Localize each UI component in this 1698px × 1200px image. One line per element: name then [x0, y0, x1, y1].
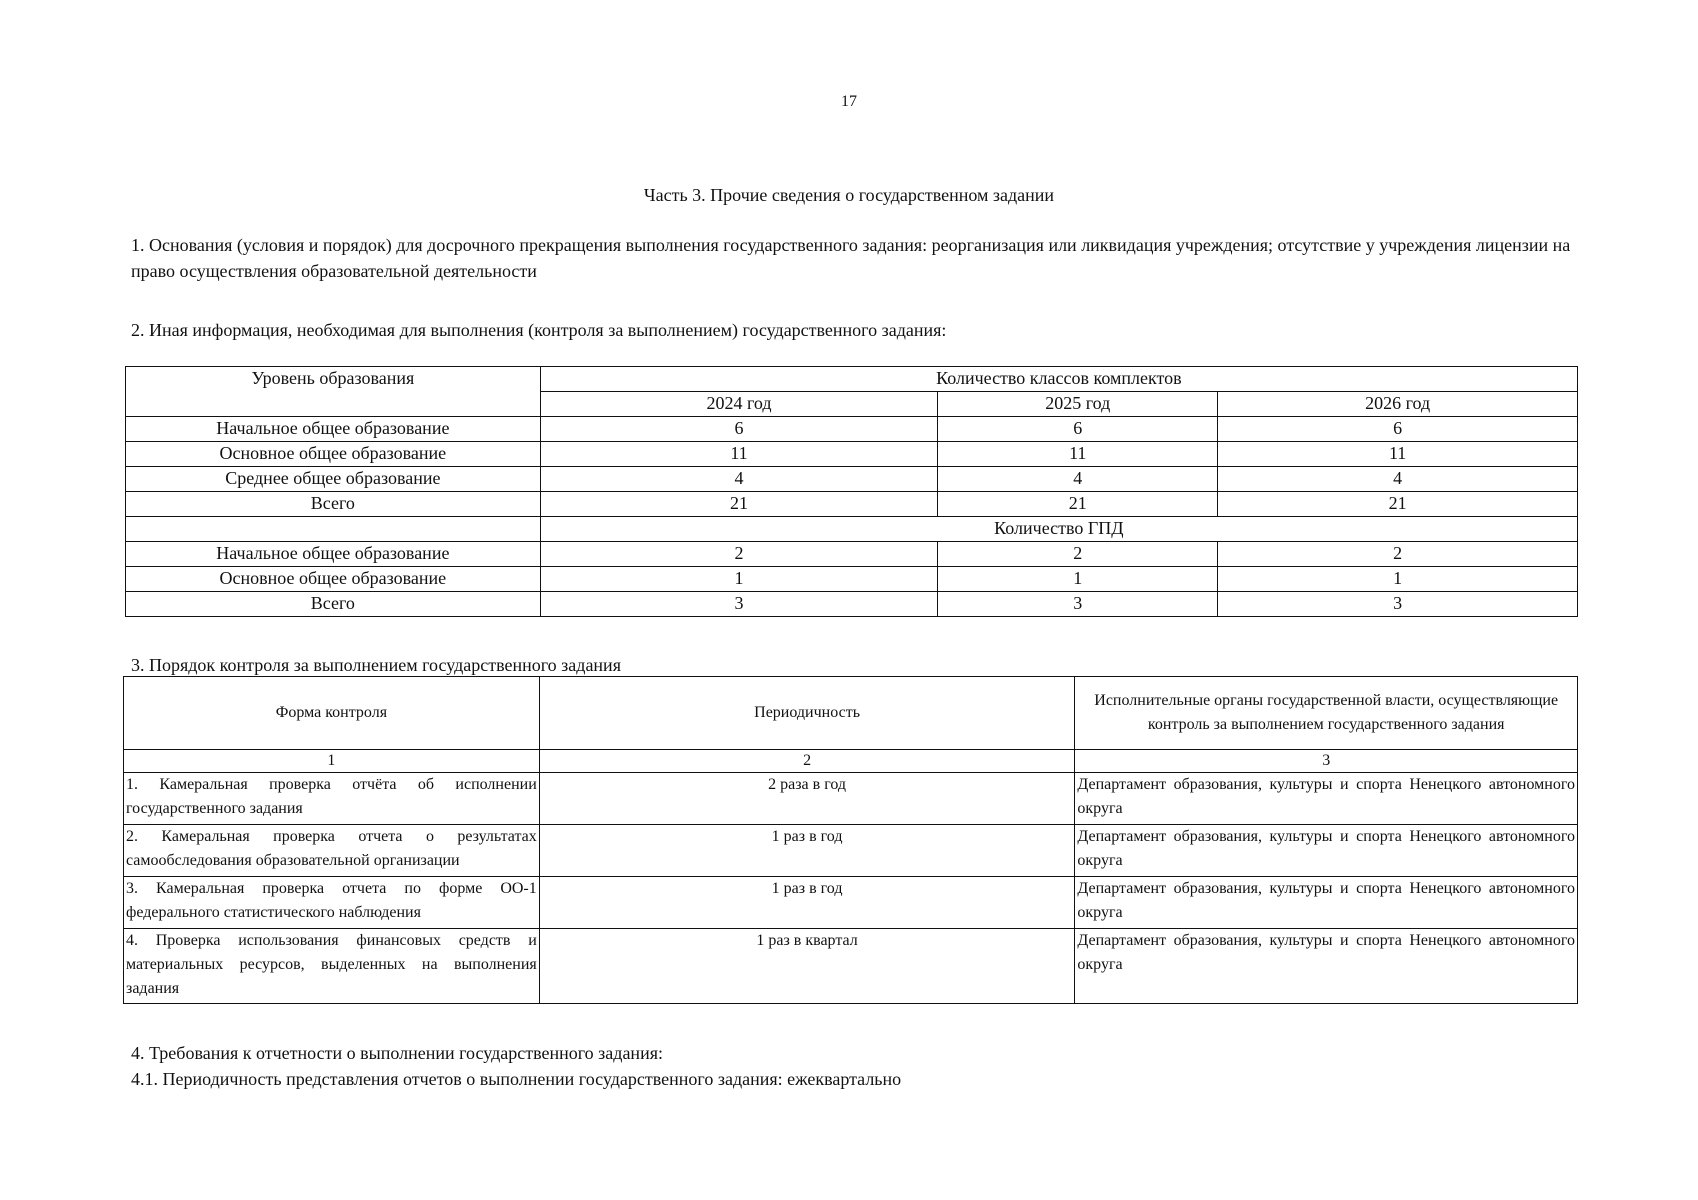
- column-number: 2: [539, 750, 1075, 773]
- periodicity-cell: 1 раз в год: [539, 825, 1075, 877]
- value-cell: 4: [1218, 467, 1578, 492]
- value-cell: 6: [1218, 417, 1578, 442]
- value-cell: 3: [1218, 592, 1578, 617]
- table-row: [126, 592, 1578, 617]
- empty-cell: [126, 517, 541, 542]
- page-number: 17: [841, 93, 857, 110]
- paragraph-reporting-requirements: 4. Требования к отчетности о выполнении государственного задания:: [131, 1043, 663, 1063]
- header-education-level: Уровень образования: [126, 367, 541, 417]
- authority-cell: Департамент образования, культуры и спорта Ненецкого автономного округа: [1075, 825, 1578, 877]
- value-cell: 11: [1218, 442, 1578, 467]
- level-cell: Всего: [126, 592, 541, 617]
- value-cell: 1: [938, 567, 1218, 592]
- paragraph-control-order: 3. Порядок контроля за выполнением государственного задания: [131, 655, 621, 675]
- header-year-3: 2026 год: [1218, 392, 1578, 417]
- column-number: 3: [1075, 750, 1578, 773]
- table-row: [124, 929, 1578, 1004]
- column-number: 1: [124, 750, 540, 773]
- table-row: [126, 492, 1578, 517]
- paragraph-reporting-periodicity: 4.1. Периодичность представления отчетов о выполнении государственного задания: ежеквартально: [131, 1069, 902, 1089]
- value-cell: 4: [938, 467, 1218, 492]
- control-form-cell: 2. Камеральная проверка отчета о результатах самообследования образовательной организации: [124, 825, 540, 877]
- paragraph-other-info: 2. Иная информация, необходимая для выполнения (контроля за выполнением) государственного задания:: [131, 320, 947, 340]
- control-table: [123, 676, 1578, 1004]
- value-cell: 21: [1218, 492, 1578, 517]
- value-cell: 2: [938, 542, 1218, 567]
- header-control-form: Форма контроля: [124, 677, 540, 750]
- header-year-1: 2024 год: [540, 392, 938, 417]
- header-year-2: 2025 год: [938, 392, 1218, 417]
- value-cell: 6: [540, 417, 938, 442]
- value-cell: 4: [540, 467, 938, 492]
- table-row: [126, 442, 1578, 467]
- header-gpd-count: Количество ГПД: [540, 517, 1577, 542]
- table-row: [126, 417, 1578, 442]
- level-cell: Основное общее образование: [126, 442, 541, 467]
- value-cell: 2: [540, 542, 938, 567]
- control-form-cell: 1. Камеральная проверка отчёта об исполнении государственного задания: [124, 773, 540, 825]
- table-row: [126, 542, 1578, 567]
- level-cell: Начальное общее образование: [126, 542, 541, 567]
- header-authorities: Исполнительные органы государственной власти, осуществляющие контроль за выполнением государственного задания: [1075, 677, 1578, 750]
- table-row: [124, 773, 1578, 825]
- table-row: [124, 825, 1578, 877]
- paragraph-termination-grounds: 1. Основания (условия и порядок) для досрочного прекращения выполнения государственного задания: реорганизация или ликвидация учреждения; отсутствие у учреждения лицензии на право осуществления образовательной деятельности: [131, 235, 1571, 281]
- value-cell: 11: [540, 442, 938, 467]
- value-cell: 1: [1218, 567, 1578, 592]
- level-cell: Всего: [126, 492, 541, 517]
- periodicity-cell: 1 раз в год: [539, 877, 1075, 929]
- level-cell: Начальное общее образование: [126, 417, 541, 442]
- authority-cell: Департамент образования, культуры и спорта Ненецкого автономного округа: [1075, 929, 1578, 1004]
- table-row: [124, 877, 1578, 929]
- table-row: [126, 467, 1578, 492]
- header-periodicity: Периодичность: [539, 677, 1075, 750]
- value-cell: 6: [938, 417, 1218, 442]
- header-classes-count: Количество классов комплектов: [540, 367, 1577, 392]
- control-form-cell: 4. Проверка использования финансовых средств и материальных ресурсов, выделенных на выполнения задания: [124, 929, 540, 1004]
- value-cell: 21: [938, 492, 1218, 517]
- value-cell: 11: [938, 442, 1218, 467]
- value-cell: 3: [938, 592, 1218, 617]
- authority-cell: Департамент образования, культуры и спорта Ненецкого автономного округа: [1075, 877, 1578, 929]
- value-cell: 3: [540, 592, 938, 617]
- control-form-cell: 3. Камеральная проверка отчета по форме ОО-1 федерального статистического наблюдения: [124, 877, 540, 929]
- periodicity-cell: 1 раз в квартал: [539, 929, 1075, 1004]
- table-row: [126, 567, 1578, 592]
- level-cell: Среднее общее образование: [126, 467, 541, 492]
- periodicity-cell: 2 раза в год: [539, 773, 1075, 825]
- value-cell: 21: [540, 492, 938, 517]
- value-cell: 1: [540, 567, 938, 592]
- classes-table: [125, 366, 1578, 617]
- level-cell: Основное общее образование: [126, 567, 541, 592]
- authority-cell: Департамент образования, культуры и спорта Ненецкого автономного округа: [1075, 773, 1578, 825]
- value-cell: 2: [1218, 542, 1578, 567]
- part-title: Часть 3. Прочие сведения о государственном задании: [643, 185, 1055, 205]
